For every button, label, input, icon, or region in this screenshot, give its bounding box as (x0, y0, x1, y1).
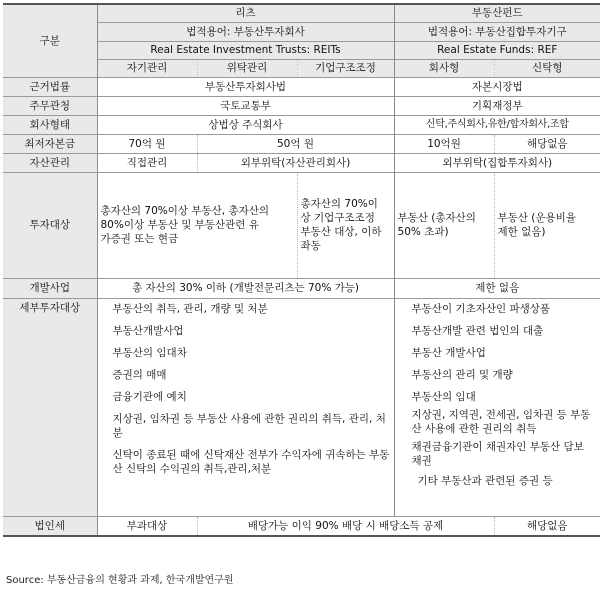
asset-mgmt-reits-other: 외부위탁(자산관리회사) (197, 153, 394, 172)
row-label-detail: 세부투자대상 (3, 298, 97, 516)
detail-reits-item: 부동산의 임대차 (112, 346, 187, 359)
investment-restructuring-line: 총자산의 70%이 (300, 198, 378, 210)
comparison-table (3, 3, 600, 537)
header-type-company: 회사형 (394, 59, 494, 77)
detail-reits (97, 298, 394, 516)
row-asset-management (3, 153, 600, 172)
investment-fund-company-line: 부동산 (총자산의 (397, 212, 476, 224)
detail-fund-item: 부동산개발 관련 법인의 대출 (411, 324, 544, 337)
detail-fund-item: 지상권, 지역권, 전세권, 임차권 등 부동산 사용에 관한 권리의 취득 (411, 408, 591, 435)
investment-reits-line: 80%이상 부동산 및 부동산관련 유 (100, 219, 259, 231)
capital-fund-trust: 해당없음 (494, 134, 600, 153)
header-reits: 리츠 (97, 4, 394, 22)
header-reits-legal: 법적용어: 부동산투자회사 (97, 22, 394, 41)
row-label-investment: 투자대상 (3, 172, 97, 278)
row-tax (3, 516, 600, 536)
law-reits: 부동산투자회사법 (97, 77, 394, 96)
detail-fund-item: 부동산이 기초자산인 파생상품 (411, 302, 551, 315)
row-development (3, 278, 600, 298)
investment-reits-line: 가증권 또는 현금 (100, 233, 179, 245)
row-label-law: 근거법률 (3, 77, 97, 96)
row-label-tax: 법인세 (3, 516, 97, 536)
investment-fund-trust-line: 부동산 (운용비율 (497, 212, 576, 224)
development-fund: 제한 없음 (394, 278, 600, 298)
investment-fund-company-line: 50% 초과) (397, 226, 449, 238)
row-label-development: 개발사업 (3, 278, 97, 298)
investment-fund-trust-line: 제한 없음) (497, 226, 546, 238)
capital-reits-self: 70억 원 (97, 134, 197, 153)
form-reits: 상법상 주식회사 (97, 115, 394, 134)
investment-reits-line: 총자산의 70%이상 부동산, 총자산의 (100, 205, 270, 217)
investment-fund-trust (494, 172, 600, 278)
detail-reits-item: 금융기관에 예치 (112, 390, 187, 403)
form-fund: 신탁,주식회사,유한/합자회사,조합 (394, 115, 600, 134)
header-fund-legal: 법적용어: 부동산집합투자기구 (394, 22, 600, 41)
header-type-self-managed: 자기관리 (97, 59, 197, 77)
investment-restructuring-line: 상 기업구조조정 (300, 212, 375, 224)
header-type-trust: 신탁형 (494, 59, 600, 77)
row-form (3, 115, 600, 134)
row-label-ministry: 주무관청 (3, 96, 97, 115)
detail-fund-item: 부동산의 임대 (411, 390, 476, 403)
investment-reits-general (97, 172, 297, 278)
detail-fund-item: 기타 부동산과 관련된 증권 등 (417, 474, 553, 487)
tax-fund-trust: 해당없음 (494, 516, 600, 536)
detail-reits-item: 지상권, 임차권 등 부동산 사용에 관한 권리의 취득, 관리, 처분 (112, 412, 386, 439)
detail-fund (394, 298, 600, 516)
asset-mgmt-reits-self: 직접관리 (97, 153, 197, 172)
detail-reits-item: 증권의 매매 (112, 368, 167, 381)
header-type-restructuring: 기업구조조정 (297, 59, 394, 77)
detail-reits-item: 신탁이 종료된 때에 신탁재산 전부가 수익자에 귀속하는 부동산 신탁의 수익권의 취득,관리,처분 (112, 448, 390, 475)
header-type-consignment: 위탁관리 (197, 59, 297, 77)
detail-reits-item: 부동산개발사업 (112, 324, 184, 337)
row-capital (3, 134, 600, 153)
row-ministry (3, 96, 600, 115)
asset-mgmt-fund: 외부위탁(집합투자회사) (394, 153, 600, 172)
header-category: 구분 (3, 4, 97, 77)
detail-fund-item: 부동산의 관리 및 개량 (411, 368, 513, 381)
row-label-asset-management: 자산관리 (3, 153, 97, 172)
tax-reits-self: 부과대상 (97, 516, 197, 536)
tax-middle: 배당가능 이익 90% 배당 시 배당소득 공제 (197, 516, 494, 536)
row-label-capital: 최저자본금 (3, 134, 97, 153)
investment-reits-restructuring (297, 172, 394, 278)
law-fund: 자본시장법 (394, 77, 600, 96)
development-reits: 총 자산의 30% 이하 (개발전문리츠는 70% 가능) (97, 278, 394, 298)
investment-restructuring-line: 좌동 (300, 240, 321, 252)
detail-fund-item: 부동산 개발사업 (411, 346, 486, 359)
row-investment (3, 172, 600, 278)
row-label-form: 회사형태 (3, 115, 97, 134)
header-reits-english: Real Estate Investment Trusts: REITs (97, 41, 394, 59)
investment-restructuring-line: 부동산 대상, 이하 (300, 226, 382, 238)
detail-reits-item: 부동산의 취득, 관리, 개량 및 처분 (112, 302, 268, 315)
detail-fund-item: 채권금융기관이 채권자인 부동산 담보 채권 (411, 440, 584, 467)
investment-fund-company (394, 172, 494, 278)
ministry-fund: 기획재정부 (394, 96, 600, 115)
header-row-titles (3, 4, 600, 22)
row-detail (3, 298, 600, 516)
header-fund: 부동산펀드 (394, 4, 600, 22)
capital-fund-company: 10억원 (394, 134, 494, 153)
capital-reits-other: 50억 원 (197, 134, 394, 153)
row-law (3, 77, 600, 96)
ministry-reits: 국토교통부 (97, 96, 394, 115)
source-note: Source: 부동산금융의 현황과 과제, 한국개발연구원 (6, 575, 234, 586)
header-fund-english: Real Estate Funds: REF (394, 41, 600, 59)
